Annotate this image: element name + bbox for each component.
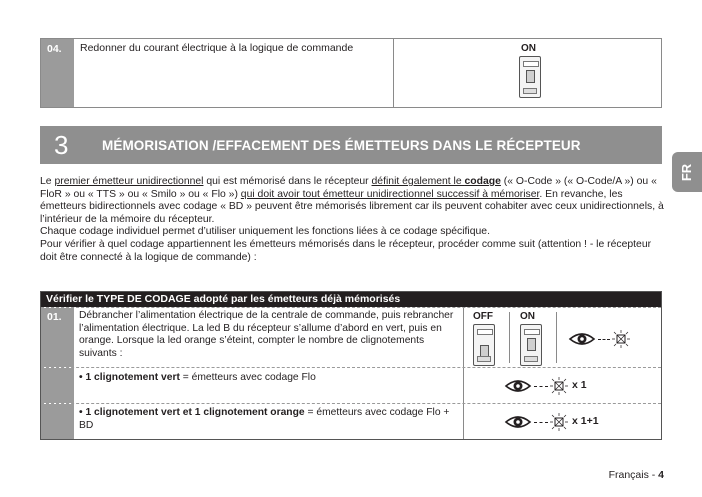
text-run: Le bbox=[40, 176, 55, 187]
section-title: MÉMORISATION /EFFACEMENT DES ÉMETTEURS DANS LE RÉCEPTEUR bbox=[102, 137, 581, 153]
row-number-empty bbox=[41, 368, 74, 403]
dotted-connector bbox=[598, 339, 610, 340]
row-number: 01. bbox=[41, 308, 74, 367]
eye-icon bbox=[568, 331, 596, 347]
on-label: ON bbox=[520, 311, 535, 322]
underlined-text: premier émetteur unidirectionnel bbox=[54, 176, 204, 187]
row-figure bbox=[464, 404, 661, 439]
text-run: = émetteurs avec codage Flo bbox=[179, 372, 316, 383]
table-row bbox=[41, 403, 661, 439]
figure-divider bbox=[556, 312, 557, 363]
table-row bbox=[41, 307, 661, 367]
led-icon bbox=[612, 330, 630, 348]
figure-divider bbox=[509, 312, 510, 363]
row-number-empty bbox=[41, 404, 74, 439]
bold-text: codage bbox=[464, 176, 501, 187]
page-footer bbox=[609, 469, 664, 481]
language-tab-label: FR bbox=[679, 163, 695, 181]
language-tab bbox=[672, 152, 702, 192]
breaker-on-icon bbox=[520, 324, 542, 366]
row-figure bbox=[464, 308, 661, 367]
bold-text: • 1 clignotement vert et 1 clignotement orange bbox=[79, 407, 305, 418]
step-text: Redonner du courant électrique à la logique de commande bbox=[74, 39, 394, 107]
section-number: 3 bbox=[54, 129, 69, 160]
dotted-connector bbox=[534, 422, 548, 423]
led-icon bbox=[550, 413, 568, 431]
dotted-connector bbox=[534, 386, 548, 387]
eye-icon bbox=[504, 378, 532, 394]
on-label: ON bbox=[521, 43, 536, 54]
section-header bbox=[40, 126, 662, 164]
underlined-text bbox=[372, 176, 501, 187]
led-icon bbox=[550, 377, 568, 395]
text-run: . En revanche, les émetteurs bidirectionnels avec codage « BD » peuvent être mémorisés librement car ils peuvent cohabiter avec ceux unidirectionnels, à l’intérieur de la mémoire du récepteur. bbox=[40, 188, 664, 225]
step-figure bbox=[394, 39, 661, 107]
table-row bbox=[41, 367, 661, 403]
text-run: (« O-Code » (« O-Code/A ») ou « FloR » ou « TTS » ou « Smilo » ou « Flo ») bbox=[40, 176, 657, 200]
eye-icon bbox=[504, 414, 532, 430]
blink-count: x 1 bbox=[572, 379, 587, 391]
text-run: qui est mémorisé dans le récepteur bbox=[203, 176, 372, 187]
paragraph-2: Chaque codage individuel permet d’utiliser uniquement les fonctions liées à ce codage spécifique. bbox=[40, 226, 490, 238]
off-label: OFF bbox=[473, 311, 493, 322]
row-figure bbox=[464, 368, 661, 403]
row-text: Débrancher l’alimentation électrique de la centrale de commande, puis rebrancher l’alimentation électrique. La led B du récepteur s’allume d’abord en vert, puis en orange. Lorsque la led orange s’éteint, compter le nombre de clignotements suivants : bbox=[74, 308, 464, 367]
text-run: = émetteurs avec codage Flo + BD bbox=[79, 407, 450, 431]
breaker-icon bbox=[519, 56, 541, 98]
step-04-table bbox=[40, 38, 662, 108]
body-text bbox=[40, 176, 664, 264]
blink-count: x 1+1 bbox=[572, 415, 599, 427]
paragraph-1 bbox=[40, 176, 664, 226]
row-text bbox=[74, 368, 464, 403]
breaker-off-icon bbox=[473, 324, 495, 366]
bold-text: • 1 clignotement vert bbox=[79, 372, 180, 383]
underlined-text: qui doit avoir tout émetteur unidirectionnel successif à mémoriser bbox=[240, 188, 540, 200]
text-run: définit également le bbox=[371, 176, 465, 187]
footer-language: Français - bbox=[608, 469, 659, 481]
paragraph-3: Pour vérifier à quel codage appartiennent les émetteurs mémorisés dans le récepteur, procéder comme suit (attention ! - le récepteur doit être connecté à la logique de commande) : bbox=[40, 238, 652, 263]
verify-table-header: Vérifier le TYPE DE CODAGE adopté par les émetteurs déjà mémorisés bbox=[41, 292, 661, 307]
row-text bbox=[74, 404, 464, 439]
verify-coding-table bbox=[40, 291, 662, 440]
step-number: 04. bbox=[41, 39, 74, 107]
page-number: 4 bbox=[658, 469, 664, 481]
